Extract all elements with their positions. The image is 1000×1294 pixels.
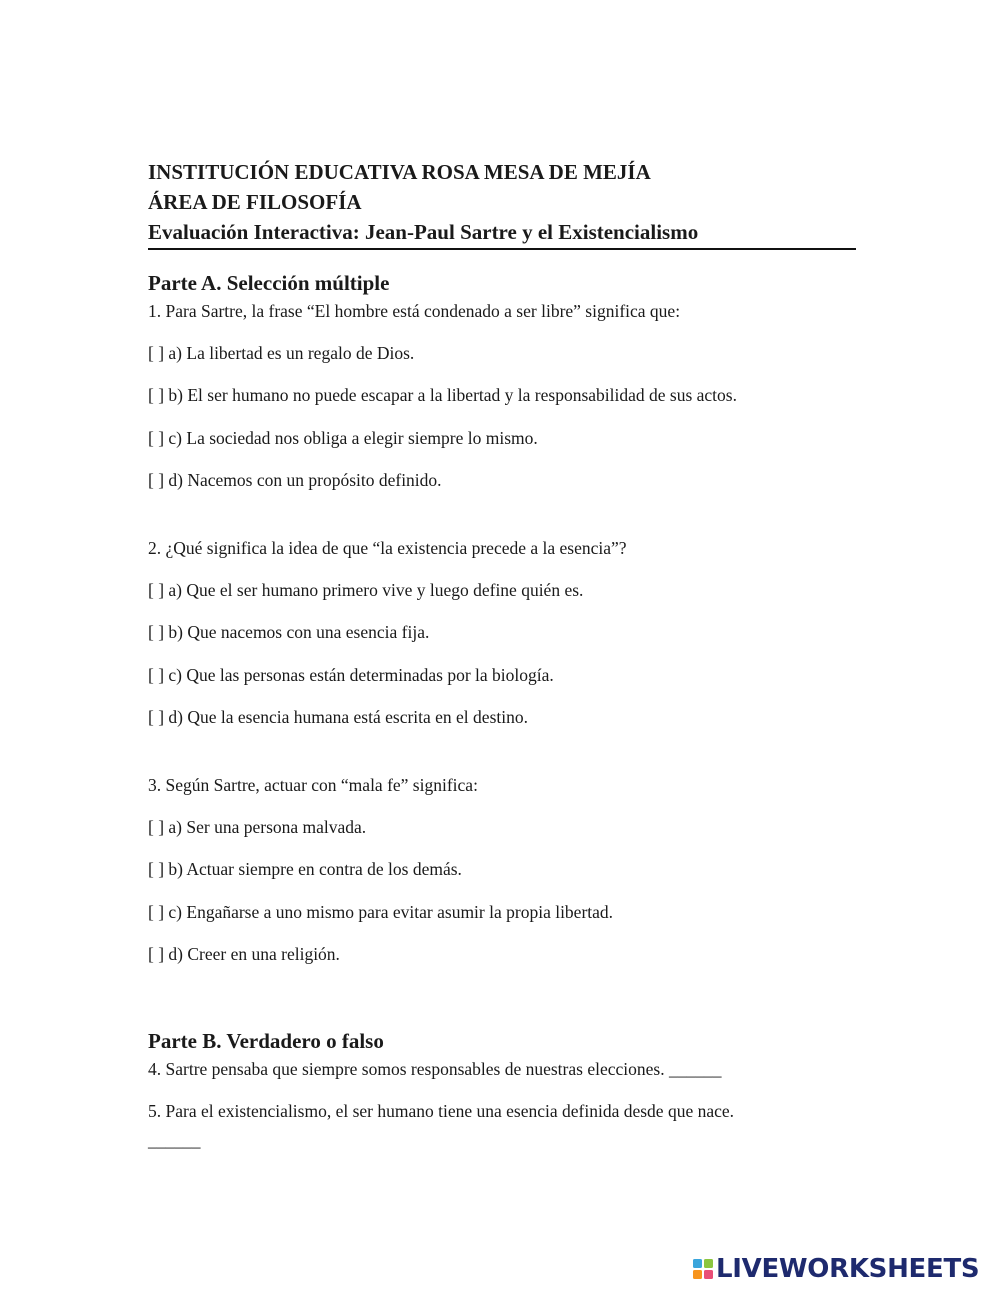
logo-block-1	[693, 1259, 702, 1268]
logo-block-2	[704, 1259, 713, 1268]
question-4-text[interactable]: 4. Sartre pensaba que siempre somos responsables de nuestras elecciones. ______	[148, 1059, 722, 1079]
subject-area: ÁREA DE FILOSOFÍA	[148, 190, 362, 214]
q2-option-d[interactable]: [ ] d) Que la esencia humana está escrita en el destino.	[148, 707, 528, 727]
q1-option-d[interactable]: [ ] d) Nacemos con un propósito definido.	[148, 470, 442, 490]
part-b-title: Parte B. Verdadero o falso	[148, 1029, 384, 1053]
q3-option-c[interactable]: [ ] c) Engañarse a uno mismo para evitar asumir la propia libertad.	[148, 902, 614, 922]
logo-block-4	[704, 1270, 713, 1279]
q1-option-b[interactable]: [ ] b) El ser humano no puede escapar a la libertad y la responsabilidad de sus actos.	[148, 385, 737, 405]
q3-option-a[interactable]: [ ] a) Ser una persona malvada.	[148, 817, 367, 837]
question-2-text: 2. ¿Qué significa la idea de que “la existencia precede a la esencia”?	[148, 538, 627, 558]
question-1-text: 1. Para Sartre, la frase “El hombre está condenado a ser libre” significa que:	[148, 301, 681, 321]
q3-option-d[interactable]: [ ] d) Creer en una religión.	[148, 944, 340, 964]
q1-option-a[interactable]: [ ] a) La libertad es un regalo de Dios.	[148, 343, 415, 363]
document-header	[148, 157, 858, 247]
header-divider	[148, 248, 856, 250]
q1-option-c[interactable]: [ ] c) La sociedad nos obliga a elegir siempre lo mismo.	[148, 428, 538, 448]
question-5-answer-blank[interactable]: ______	[148, 1130, 201, 1150]
logo-text: LIVEWORKSHEETS	[716, 1254, 980, 1284]
liveworksheets-logo	[693, 1254, 979, 1284]
institution-name: INSTITUCIÓN EDUCATIVA ROSA MESA DE MEJÍA	[148, 160, 651, 184]
part-a-title: Parte A. Selección múltiple	[148, 271, 390, 295]
logo-block-3	[693, 1270, 702, 1279]
question-3-text: 3. Según Sartre, actuar con “mala fe” significa:	[148, 775, 478, 795]
q2-option-c[interactable]: [ ] c) Que las personas están determinadas por la biología.	[148, 665, 554, 685]
q2-option-b[interactable]: [ ] b) Que nacemos con una esencia fija.	[148, 622, 430, 642]
q3-option-b[interactable]: [ ] b) Actuar siempre en contra de los demás.	[148, 859, 462, 879]
q2-option-a[interactable]: [ ] a) Que el ser humano primero vive y luego define quién es.	[148, 580, 584, 600]
evaluation-title: Evaluación Interactiva: Jean-Paul Sartre y el Existencialismo	[148, 220, 699, 244]
question-5-text: 5. Para el existencialismo, el ser humano tiene una esencia definida desde que nace.	[148, 1101, 735, 1121]
logo-blocks-icon	[693, 1259, 713, 1279]
